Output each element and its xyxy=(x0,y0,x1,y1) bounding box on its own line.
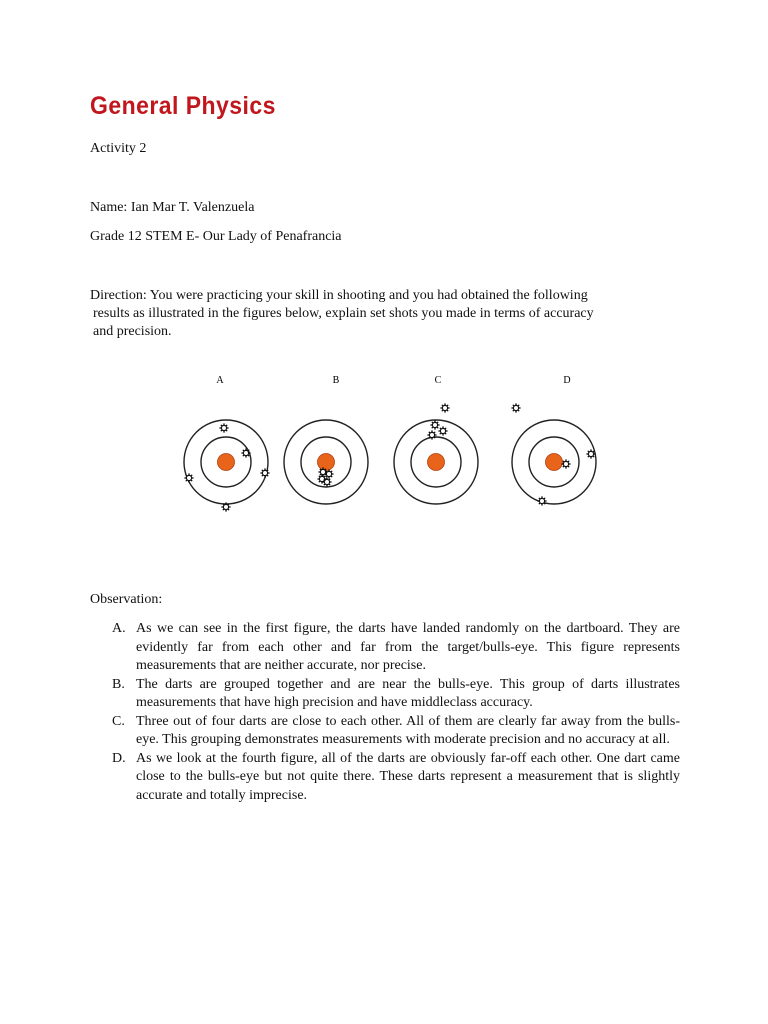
direction-line: Direction: You were practicing your skill in shooting and you had obtained the following xyxy=(90,288,588,303)
list-item xyxy=(112,620,680,676)
list-item xyxy=(112,713,680,750)
bullseye xyxy=(428,454,445,471)
grade-section: Grade 12 STEM E- Our Lady of Penafrancia xyxy=(90,229,342,244)
activity-label: Activity 2 xyxy=(90,141,147,156)
document-title: General Physics xyxy=(90,92,276,120)
figure-label-a: A xyxy=(216,375,224,386)
target-figures xyxy=(170,368,610,518)
direction-paragraph xyxy=(90,287,594,341)
item-text: Three out of four darts are close to each other. All of them are clearly far away from the bulls-eye. This grouping demonstrates measurements with moderate precision and no accuracy at all. xyxy=(136,713,680,747)
observation-heading: Observation: xyxy=(90,592,163,607)
target-a xyxy=(184,420,270,512)
student-name: Name: Ian Mar T. Valenzuela xyxy=(90,200,255,215)
item-text: As we can see in the first figure, the darts have landed randomly on the dartboard. They are evidently far from each other and far from the target/bulls-eye. This figure represents measurements that are neither accurate, nor precise. xyxy=(136,621,680,673)
item-letter: C. xyxy=(112,713,125,729)
target-b xyxy=(284,420,368,504)
figure-label-b: B xyxy=(332,375,340,386)
target-figures-svg xyxy=(170,368,610,518)
bullseye xyxy=(318,454,335,471)
target-d xyxy=(511,403,596,505)
direction-line: results as illustrated in the figures below, explain set shots you made in terms of accuracy xyxy=(93,306,594,321)
bullseye xyxy=(546,454,563,471)
figure-label-c: C xyxy=(434,375,442,386)
item-letter: A. xyxy=(112,621,126,636)
target-c xyxy=(394,403,478,504)
list-item xyxy=(112,676,680,713)
item-text: The darts are grouped together and are near the bulls-eye. This group of darts illustrates measurements that have high precision and have middleclass accuracy. xyxy=(136,676,680,710)
bullseye xyxy=(218,454,235,471)
observation-list xyxy=(112,620,680,805)
item-text: As we look at the fourth figure, all of the darts are obviously far-off each other. One dart came close to the bulls-eye but not quite there. These darts represent a measurement that is slightly accurate and totally imprecise. xyxy=(136,750,680,803)
figure-label-d: D xyxy=(563,375,571,386)
list-item xyxy=(112,750,680,806)
direction-line: and precision. xyxy=(93,324,172,339)
item-letter: D. xyxy=(112,750,126,766)
item-letter: B. xyxy=(112,676,125,692)
